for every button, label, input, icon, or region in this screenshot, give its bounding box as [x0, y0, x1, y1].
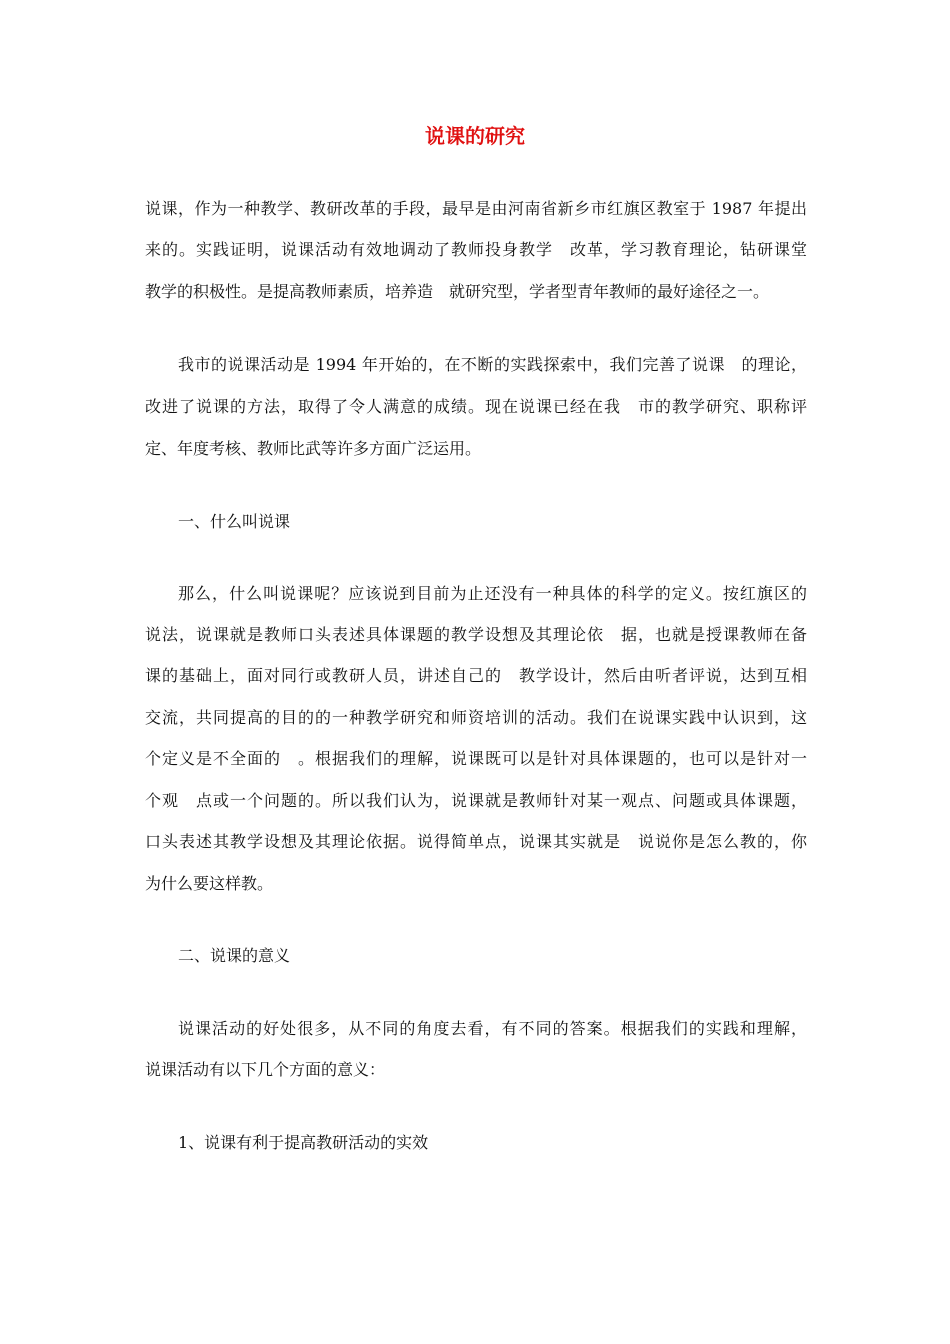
- paragraph-3-line-6: 个观 点或一个问题的。所以我们认为，说课就是教师针对某一观点、问题或具体课题，: [145, 791, 807, 810]
- paragraph-3-line-4: 交流，共同提高的目的的一种教学研究和师资培训的活动。我们在说课实践中认识到，这: [145, 708, 807, 727]
- paragraph-2-line-1: 我市的说课活动是 1994 年开始的，在不断的实践探索中，我们完善了说课 的理论，: [178, 355, 807, 374]
- paragraph-3-line-7: 口头表述其教学设想及其理论依据。说得简单点，说课其实就是 说说你是怎么教的，你: [145, 832, 807, 851]
- paragraph-1-line-1: 说课，作为一种教学、教研改革的手段，最早是由河南省新乡市红旗区教室于 1987 年提出: [145, 199, 807, 218]
- paragraph-2-line-2: 改进了说课的方法，取得了令人满意的成绩。现在说课已经在我 市的教学研究、职称评: [145, 397, 807, 416]
- section-heading-1: 一、什么叫说课: [178, 512, 291, 531]
- paragraph-1-line-2: 来的。实践证明，说课活动有效地调动了教师投身教学 改革，学习教育理论，钻研课堂: [145, 240, 807, 259]
- subsection-heading-1: 1、说课有利于提高教研活动的实效: [178, 1133, 429, 1152]
- paragraph-1-line-3: 教学的积极性。是提高教师素质，培养造 就研究型，学者型青年教师的最好途径之一。: [145, 282, 770, 301]
- document-title: 说课的研究: [425, 124, 525, 148]
- section-heading-2: 二、说课的意义: [178, 946, 291, 965]
- paragraph-3-line-5: 个定义是不全面的 。根据我们的理解，说课既可以是针对具体课题的，也可以是针对一: [145, 749, 807, 768]
- paragraph-3-line-3: 课的基础上，面对同行或教研人员，讲述自己的 教学设计，然后由听者评说，达到互相: [145, 666, 807, 685]
- paragraph-2-line-3: 定、年度考核、教师比武等许多方面广泛运用。: [145, 439, 482, 458]
- paragraph-4-line-2: 说课活动有以下几个方面的意义：: [145, 1060, 386, 1079]
- paragraph-3-line-1: 那么，什么叫说课呢？应该说到目前为止还没有一种具体的科学的定义。按红旗区的: [178, 584, 807, 603]
- paragraph-3-line-2: 说法，说课就是教师口头表述具体课题的教学设想及其理论依 据，也就是授课教师在备: [145, 625, 807, 644]
- paragraph-3-line-8: 为什么要这样教。: [145, 874, 274, 893]
- paragraph-4-line-1: 说课活动的好处很多，从不同的角度去看，有不同的答案。根据我们的实践和理解，: [178, 1019, 807, 1038]
